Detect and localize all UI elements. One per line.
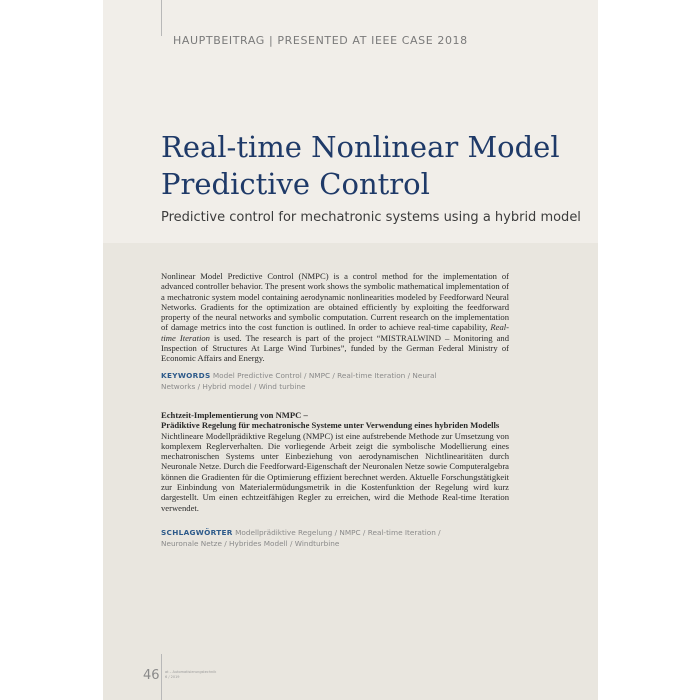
keywords-label: KEYWORDS bbox=[161, 371, 211, 380]
margin-rule-bottom bbox=[161, 654, 162, 700]
journal-meta bbox=[165, 670, 216, 679]
german-heading-line2: Prädiktive Regelung für mechatronische Systeme unter Verwendung eines hybriden Modells bbox=[161, 420, 500, 431]
abstract-german bbox=[161, 410, 509, 513]
journal-issue: 6 / 2019 bbox=[165, 674, 180, 679]
section-kicker: HAUPTBEITRAG | PRESENTED AT IEEE CASE 2018 bbox=[173, 34, 468, 47]
document-page bbox=[103, 0, 598, 700]
schlagwoerter-block bbox=[161, 527, 461, 549]
journal-name: at – Automatisierungstechnik bbox=[165, 670, 217, 674]
keywords-block bbox=[161, 370, 461, 392]
schlagwoerter-label: SCHLAGWÖRTER bbox=[161, 528, 233, 537]
german-heading-line1: Echtzeit-Implementierung von NMPC – bbox=[161, 410, 308, 420]
page-number: 46 bbox=[143, 668, 160, 683]
article-subtitle: Predictive control for mechatronic systems using a hybrid model bbox=[161, 210, 581, 225]
article-title: Real-time Nonlinear Model Predictive Control bbox=[161, 130, 560, 201]
keywords-text: Model Predictive Control / NMPC / Real-time Iteration / Neural Networks / Hybrid model / Wind turbine bbox=[161, 371, 437, 391]
abstract-text-italic: Real-time Iteration bbox=[161, 322, 509, 343]
schlagwoerter-text: Modellprädiktive Regelung / NMPC / Real-time Iteration / Neuronale Netze / Hybrides Modell / Windturbine bbox=[161, 528, 441, 548]
abstract-text-part2: is used. The research is part of the project “MISTRALWIND – Monitoring and Inspection of Structures At Large Wind Turbines”, funded by the German Federal Ministry of Economic Affairs and Energy. bbox=[161, 332, 509, 364]
german-body: Nichtlineare Modellprädiktive Regelung (NMPC) ist eine aufstrebende Methode zur Umsetzung von komplexem Reglerverhalten. Die vorliegende Arbeit zeigt die symbolische Modellierung eines mechatronischen Systems unter Einbeziehung von aerodynamischen Nichtlinearitäten durch Neuronale Netze. Durch die Feedforward-Eigenschaft der Neuronalen Netze sowie Computeralgebra können die Gradienten für die Optimierung effizient berechnet werden. Aktuelle Forschungstätigkeit zur Einbindung von Materialermüdungsmetrik in die Kostenfunktion der Regelung wird kurz dargestellt. Um einen echtzeitfähigen Regler zu erreichen, wird die Methode Real-time Iteration verwendet. bbox=[161, 430, 509, 513]
abstract-english bbox=[161, 271, 509, 364]
abstract-text-part1: Nonlinear Model Predictive Control (NMPC) is a control method for the implementation of advanced controller behavior. The present work shows the symbolic mathematical implementation of a mechatronic system model containing aerodynamic nonlinearities modeled by Feedforward Neural Networks. Gradients for the optimization are obtained efficiently by exploiting the feedforward property of the neural networks and symbolic computation. Current research on the implementation of damage metrics into the cost function is outlined. In order to achieve real-time capability, bbox=[161, 271, 509, 333]
margin-rule-top bbox=[161, 0, 162, 36]
